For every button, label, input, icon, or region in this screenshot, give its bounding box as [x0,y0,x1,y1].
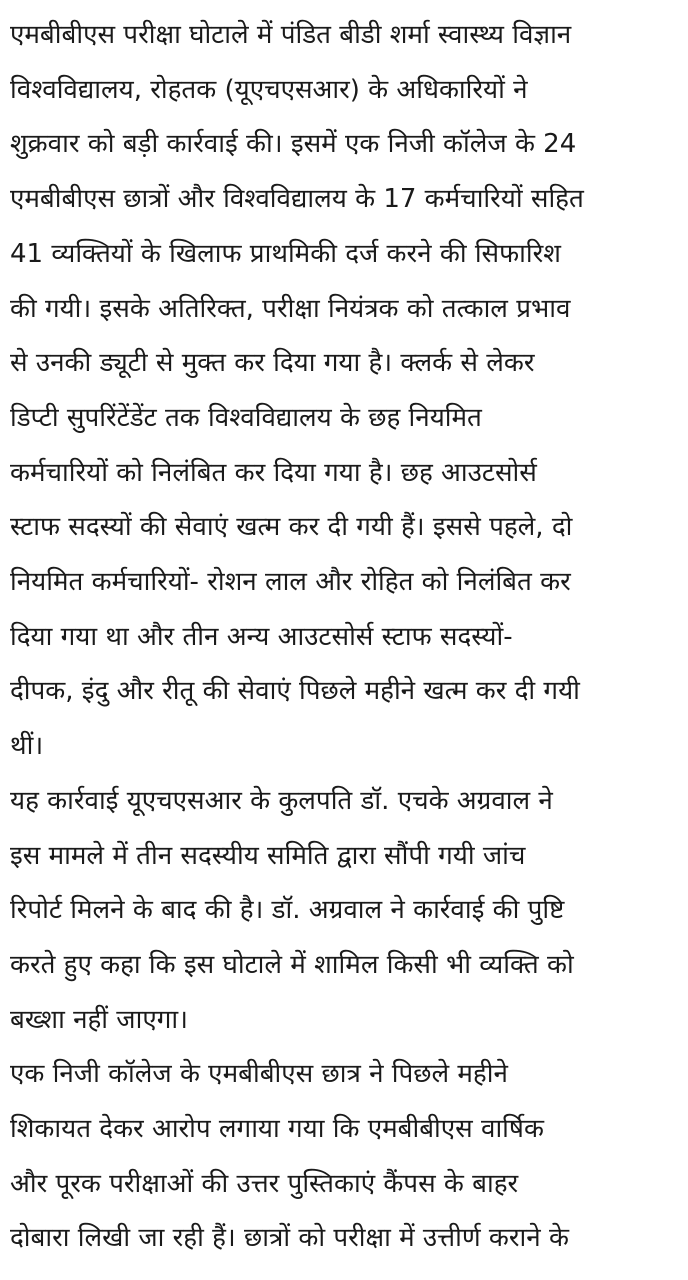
paragraph-1 [10,8,682,774]
article-body [10,8,682,1266]
text-line: स्टाफ सदस्यों की सेवाएं खत्म कर दी गयी हैं। इससे पहले, दो [10,512,573,543]
text-line: इस मामले में तीन सदस्यीय समिति द्वारा सौंपी गयी जांच [10,840,526,871]
text-line: से उनकी ड्यूटी से मुक्त कर दिया गया है। क्लर्क से लेकर [10,348,535,379]
text-line: एमबीबीएस परीक्षा घोटाले में पंडित बीडी शर्मा स्वास्थ्य विज्ञान [10,20,572,50]
text-line: दोबारा लिखी जा रही हैं। छात्रों को परीक्षा में उत्तीर्ण कराने के [10,1223,569,1254]
text-line: 41 व्यक्तियों के खिलाफ प्राथमिकी दर्ज करने की सिफारिश [10,238,561,269]
paragraph-2 [10,774,682,1048]
text-line: शुक्रवार को बड़ी कार्रवाई की। इसमें एक निजी कॉलेज के 24 [10,129,577,160]
text-line: डिप्टी सुपरिंटेंडेंट तक विश्वविद्यालय के छह नियमित [10,402,482,433]
text-line: और पूरक परीक्षाओं की उत्तर पुस्तिकाएं कैंपस के बाहर [10,1168,519,1199]
text-line: थीं। [10,731,44,762]
text-line: एक निजी कॉलेज के एमबीबीएस छात्र ने पिछले महीने [10,1059,508,1090]
text-line: करते हुए कहा कि इस घोटाले में शामिल किसी भी व्यक्ति को [10,949,574,980]
paragraph-3 [10,1047,682,1266]
text-line: शिकायत देकर आरोप लगाया गया कि एमबीबीएस वार्षिक [10,1114,544,1145]
text-line: की गयी। इसके अतिरिक्त, परीक्षा नियंत्रक को तत्काल प्रभाव [10,293,571,324]
text-line: विश्वविद्यालय, रोहतक (यूएचएसआर) के अधिकारियों ने [10,74,528,105]
text-line: नियमित कर्मचारियों- रोशन लाल और रोहित को निलंबित कर [10,567,571,598]
text-line: एमबीबीएस छात्रों और विश्वविद्यालय के 17 कर्मचारियों सहित [10,184,584,215]
text-line: रिपोर्ट मिलने के बाद की है। डॉ. अग्रवाल ने कार्रवाई की पुष्टि [10,895,565,926]
text-line: कर्मचारियों को निलंबित कर दिया गया है। छह आउटसोर्स [10,457,537,488]
text-line: दिया गया था और तीन अन्य आउटसोर्स स्टाफ सदस्यों- [10,621,513,652]
text-line: बख्शा नहीं जाएगा। [10,1004,188,1035]
text-line: यह कार्रवाई यूएचएसआर के कुलपति डॉ. एचके अग्रवाल ने [10,785,553,816]
text-line: दीपक, इंदु और रीतू की सेवाएं पिछले महीने खत्म कर दी गयी [10,676,580,707]
